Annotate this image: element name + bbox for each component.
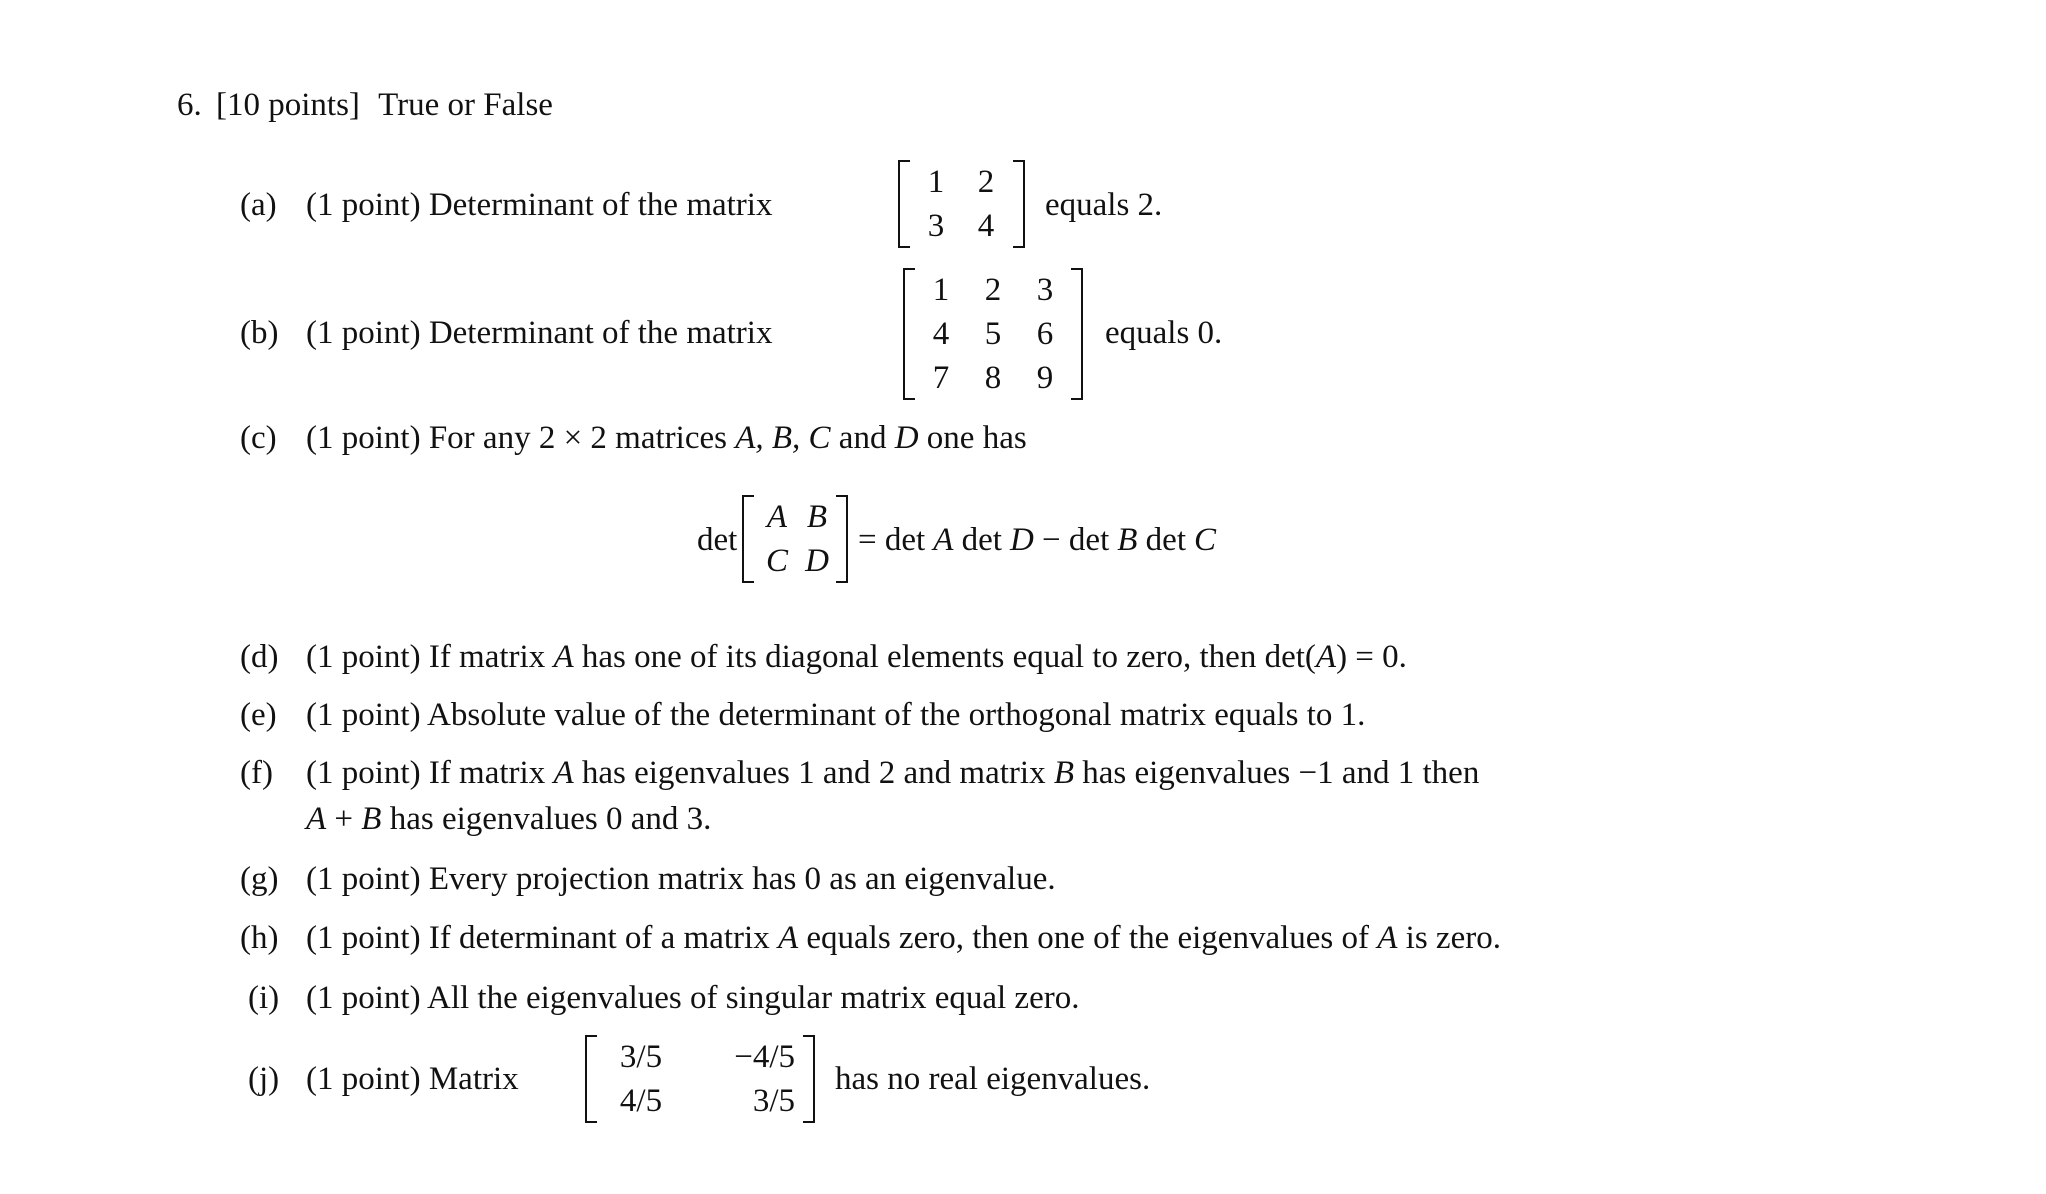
math-var: C: [1194, 522, 1217, 558]
matrix-cell: B: [806, 499, 828, 535]
item-d: [0, 637, 2046, 677]
matrix-cell: 1: [927, 164, 945, 200]
matrix-cell: D: [805, 543, 829, 579]
item-text: Absolute value of the determinant of the orthogonal matrix equals to 1.: [427, 697, 1366, 733]
item-text: Matrix: [428, 1061, 519, 1097]
item-label: (c): [240, 420, 277, 456]
det-op: det: [884, 522, 926, 558]
math-var: A, B, C: [735, 420, 831, 456]
item-label: (a): [240, 187, 277, 223]
item-text: has eigenvalues 0 and 3.: [389, 801, 712, 837]
matrix-cell: 3/5: [752, 1083, 795, 1119]
item-label: (f): [240, 755, 273, 791]
matrix-cell: 8: [984, 360, 1002, 396]
right-bracket: [836, 495, 848, 583]
matrix-cell: 7: [932, 360, 950, 396]
item-text: and: [838, 420, 887, 456]
item-text: is zero.: [1405, 920, 1501, 956]
problem-number: 6.: [177, 87, 202, 123]
det-op: det: [1068, 522, 1110, 558]
det-op: det: [961, 522, 1002, 558]
item-label: (g): [240, 861, 279, 897]
item-text: Determinant of the matrix: [428, 315, 773, 351]
left-bracket: [903, 268, 915, 400]
matrix-b: [903, 268, 1083, 400]
item-a-after: equals 2.: [1045, 187, 1163, 223]
math-var: A: [1315, 639, 1337, 675]
item-text: one has: [926, 420, 1027, 456]
right-bracket: [803, 1035, 815, 1123]
item-text: For any 2 × 2 matrices: [428, 420, 727, 456]
problem-points: [10 points]: [216, 87, 360, 123]
item-label: (j): [248, 1061, 280, 1097]
matrix-cell: 4/5: [619, 1083, 663, 1119]
item-f-continuation: [306, 799, 711, 839]
item-label: (b): [240, 315, 279, 351]
item-c: [0, 418, 2046, 458]
math-var: A: [777, 920, 799, 956]
item-text: has one of its diagonal elements equal to zero, then det(: [581, 639, 1316, 675]
matrix-cell: 1: [932, 272, 950, 308]
formula-det: det: [697, 522, 738, 558]
problem-title: True or False: [378, 87, 553, 123]
item-points: (1 point): [306, 315, 421, 351]
item-text: has eigenvalues −1 and 1 then: [1082, 755, 1480, 791]
math-var: D: [1009, 522, 1034, 558]
math-var: A: [553, 755, 574, 791]
minus-sign: −: [1042, 522, 1061, 558]
left-bracket: [585, 1035, 597, 1123]
item-label: (e): [240, 697, 277, 733]
item-label: (d): [240, 639, 279, 675]
math-var: A: [306, 801, 327, 837]
det-op: det: [1145, 522, 1186, 558]
math-var: A: [553, 639, 574, 675]
item-points: (1 point): [306, 187, 421, 223]
math-var: D: [894, 420, 919, 456]
block-matrix: [742, 495, 848, 583]
matrix-cell: 9: [1036, 360, 1054, 396]
problem-header: [177, 87, 553, 124]
item-points: (1 point): [306, 697, 421, 733]
item-text: ) = 0.: [1336, 639, 1407, 675]
item-e: [0, 695, 2046, 735]
item-text: Determinant of the matrix: [428, 187, 773, 223]
item-points: (1 point): [306, 639, 421, 675]
item-label: (h): [240, 920, 279, 956]
plus-sign: +: [334, 801, 354, 837]
math-var: B: [1053, 755, 1074, 791]
matrix-cell: 3: [1036, 272, 1054, 308]
matrix-cell: 3/5: [619, 1039, 663, 1075]
math-var: A: [1377, 920, 1398, 956]
item-text: If matrix: [428, 755, 546, 791]
matrix-cell: 3: [927, 208, 945, 244]
matrix-cell: 5: [984, 316, 1002, 352]
math-var: B: [361, 801, 382, 837]
left-bracket: [742, 495, 754, 583]
left-bracket: [898, 160, 910, 248]
matrix-cell: A: [766, 499, 788, 535]
matrix-cell: −4/5: [734, 1039, 795, 1075]
item-text: All the eigenvalues of singular matrix equal zero.: [427, 980, 1080, 1016]
item-label: (i): [248, 980, 280, 1016]
matrix-a: [898, 160, 1025, 248]
matrix-cell: 2: [984, 272, 1002, 308]
item-j-after: has no real eigenvalues.: [835, 1061, 1151, 1097]
item-points: (1 point): [306, 920, 421, 956]
item-points: (1 point): [306, 755, 421, 791]
item-points: (1 point): [306, 420, 421, 456]
item-h: [0, 918, 2046, 958]
item-points: (1 point): [306, 980, 421, 1016]
matrix-j: [585, 1035, 815, 1123]
item-text: If determinant of a matrix: [428, 920, 770, 956]
item-text: equals zero, then one of the eigenvalues of: [806, 920, 1369, 956]
item-text: If matrix: [428, 639, 546, 675]
item-text: Every projection matrix has 0 as an eigenvalue.: [428, 861, 1056, 897]
matrix-cell: C: [765, 543, 788, 579]
item-points: (1 point): [306, 861, 421, 897]
matrix-cell: 2: [977, 164, 995, 200]
equals-sign: =: [858, 522, 877, 558]
item-g: [0, 859, 2046, 899]
item-i: [0, 978, 2046, 1018]
formula-rhs: [858, 520, 1216, 560]
item-b-after: equals 0.: [1105, 315, 1223, 351]
right-bracket: [1013, 160, 1025, 248]
right-bracket: [1071, 268, 1083, 400]
math-var: B: [1117, 522, 1138, 558]
item-text: has eigenvalues 1 and 2 and matrix: [581, 755, 1046, 791]
matrix-cell: 4: [977, 208, 995, 244]
matrix-cell: 6: [1036, 316, 1054, 352]
math-var: A: [933, 522, 954, 558]
matrix-cell: 4: [932, 316, 950, 352]
item-points: (1 point): [306, 1061, 421, 1097]
item-f: [0, 753, 2046, 793]
